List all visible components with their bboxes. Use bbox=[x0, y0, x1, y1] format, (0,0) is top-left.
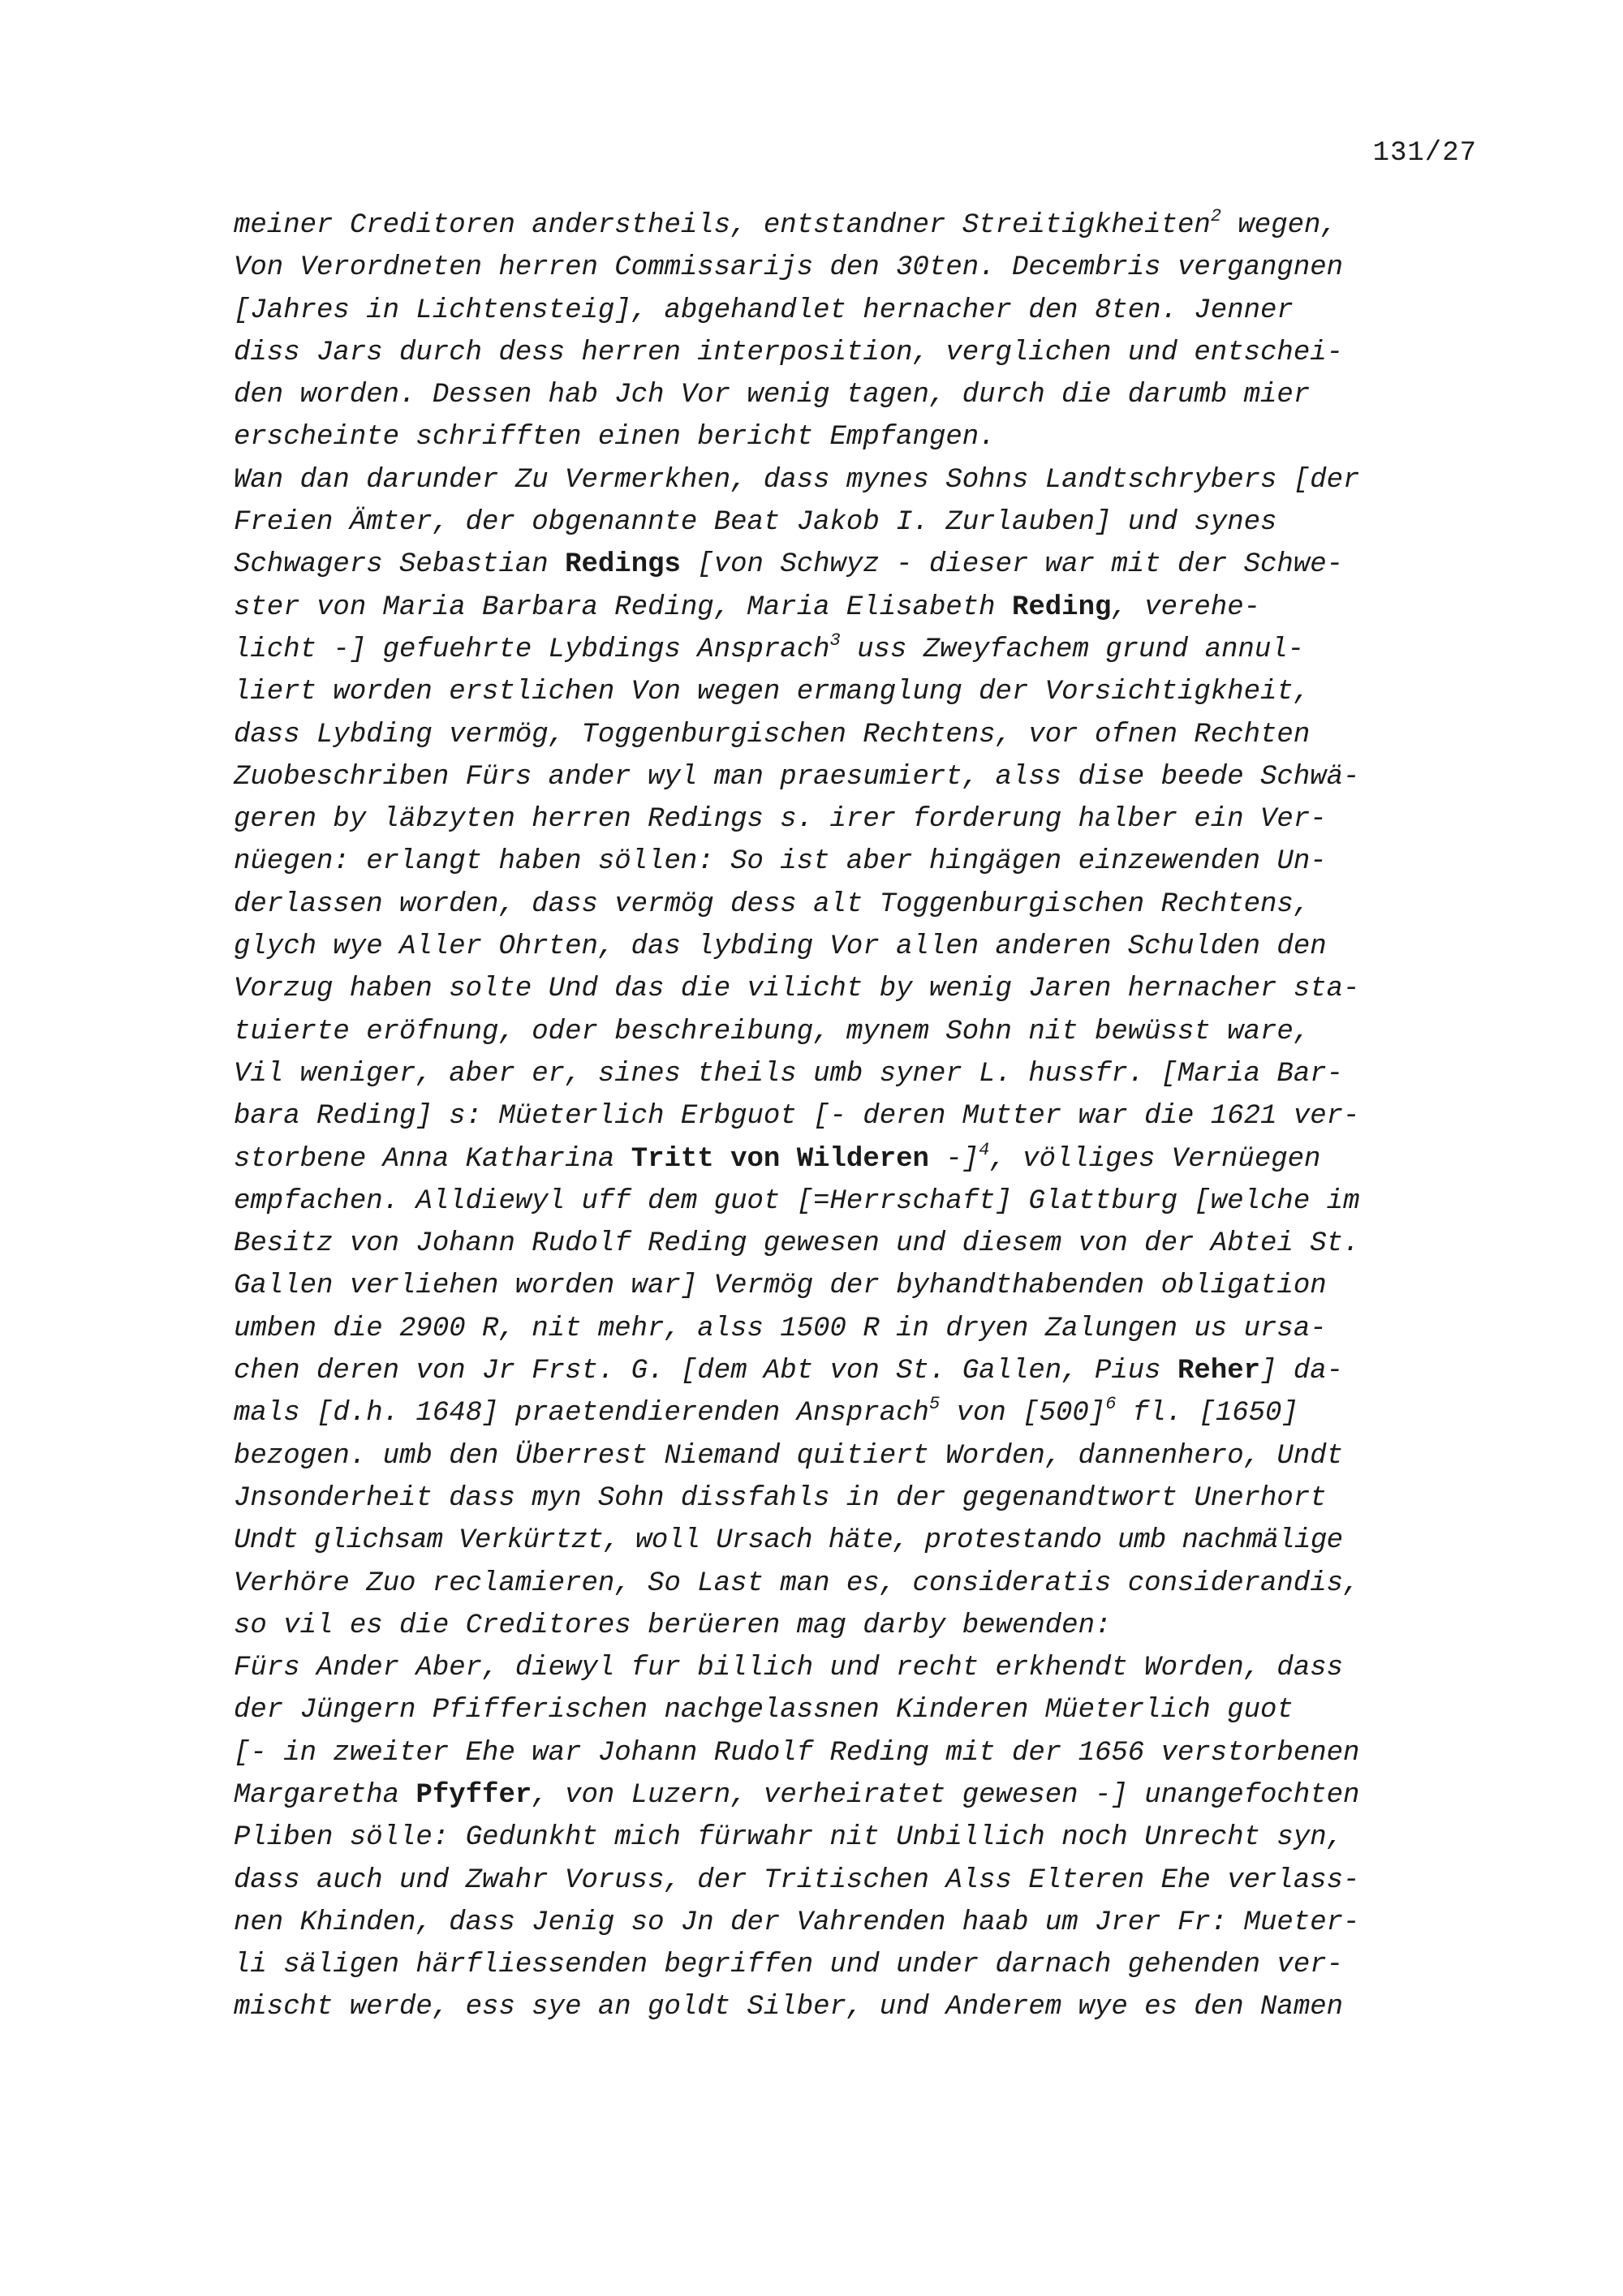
text-line bbox=[234, 501, 1475, 544]
text-segment: Margaretha bbox=[234, 1779, 416, 1811]
text-segment: -] bbox=[928, 1143, 979, 1175]
footnote-marker: 2 bbox=[1210, 206, 1221, 226]
text-line bbox=[234, 204, 1475, 247]
text-segment: so vil es die Creditores berüeren mag darby bewenden: bbox=[234, 1610, 1112, 1641]
text-segment: von [500] bbox=[940, 1398, 1106, 1430]
text-line bbox=[234, 1689, 1475, 1731]
text-line bbox=[234, 1138, 1475, 1180]
text-segment: Zuobeschriben Fürs ander wyl man praesumiert, alss dise beede Schwä- bbox=[234, 761, 1360, 793]
text-line bbox=[234, 459, 1475, 501]
text-line bbox=[234, 1605, 1475, 1647]
text-line bbox=[234, 671, 1475, 713]
text-segment: Freien Ämter, der obgenannte Beat Jakob I. Zurlauben] und synes bbox=[234, 507, 1277, 539]
text-line bbox=[234, 332, 1475, 374]
text-segment: mischt werde, ess sye an goldt Silber, und Anderem wye es den Namen bbox=[234, 1992, 1344, 2023]
text-line bbox=[234, 884, 1475, 926]
text-segment: geren by läbzyten herren Redings s. irer forderung halber ein Ver- bbox=[234, 804, 1327, 836]
text-line bbox=[234, 1944, 1475, 1986]
text-line bbox=[234, 1053, 1475, 1095]
text-segment: erscheinte schrifften einen bericht Empfangen. bbox=[234, 422, 996, 454]
document-body bbox=[234, 204, 1475, 2029]
text-segment: Von Verordneten herren Commissarijs den 30ten. Decembris vergangnen bbox=[234, 252, 1344, 284]
bold-name: Reding bbox=[1011, 591, 1112, 623]
text-line bbox=[234, 1520, 1475, 1562]
text-segment: licht -] gefuehrte Lybdings Ansprach bbox=[234, 634, 830, 665]
text-line bbox=[234, 1647, 1475, 1689]
text-segment: glych wye Aller Ohrten, das lybding Vor allen anderen Schulden den bbox=[234, 931, 1327, 963]
text-segment: [Jahres in Lichtensteig], abgehandlet hernacher den 8ten. Jenner bbox=[234, 295, 1294, 326]
text-segment: Wan dan darunder Zu Vermerkhen, dass mynes Sohns Landtschrybers [der bbox=[234, 464, 1360, 496]
text-segment: umben die 2900 R, nit mehr, alss 1500 R in dryen Zalungen us ursa- bbox=[234, 1313, 1327, 1344]
text-line bbox=[234, 1732, 1475, 1774]
text-segment: Pliben sölle: Gedunkht mich fürwahr nit Unbillich noch Unrecht syn, bbox=[234, 1822, 1344, 1854]
text-segment: chen deren von Jr Frst. G. [dem Abt von St. Gallen, Pius bbox=[234, 1356, 1177, 1387]
text-line bbox=[234, 1774, 1475, 1817]
text-line bbox=[234, 1435, 1475, 1477]
text-segment: uss Zweyfachem grund annul- bbox=[840, 634, 1305, 665]
bold-name: Reher bbox=[1177, 1356, 1261, 1387]
text-segment: nen Khinden, dass Jenig so Jn der Vahrenden haab um Jrer Fr: Mueter- bbox=[234, 1907, 1360, 1938]
text-line bbox=[234, 587, 1475, 629]
text-line bbox=[234, 1180, 1475, 1223]
text-line bbox=[234, 1817, 1475, 1859]
text-line bbox=[234, 374, 1475, 416]
text-line bbox=[234, 1265, 1475, 1307]
text-line bbox=[234, 1011, 1475, 1053]
text-segment: dass auch und Zwahr Voruss, der Tritischen Alss Elteren Ehe verlass- bbox=[234, 1864, 1360, 1896]
text-segment: [von Schwyz - dieser war mit der Schwe- bbox=[680, 549, 1344, 581]
text-segment: dass Lybding vermög, Toggenburgischen Rechtens, vor ofnen Rechten bbox=[234, 719, 1311, 750]
text-line bbox=[234, 1223, 1475, 1265]
text-line bbox=[234, 1902, 1475, 1944]
text-line bbox=[234, 1477, 1475, 1520]
text-segment: empfachen. Alldiewyl uff dem guot [=Herrschaft] Glattburg [welche im bbox=[234, 1185, 1360, 1217]
text-segment: ] da- bbox=[1260, 1356, 1344, 1387]
text-segment: storbene Anna Katharina bbox=[234, 1143, 631, 1175]
text-segment: Vil weniger, aber er, sines theils umb syner L. hussfr. [Maria Bar- bbox=[234, 1058, 1344, 1090]
text-line bbox=[234, 629, 1475, 671]
text-segment: Gallen verliehen worden war] Vermög der byhandthabenden obligation bbox=[234, 1271, 1327, 1302]
text-segment: Schwagers Sebastian bbox=[234, 549, 566, 581]
text-line bbox=[234, 1392, 1475, 1434]
text-segment: [- in zweiter Ehe war Johann Rudolf Reding mit der 1656 verstorbenen bbox=[234, 1737, 1360, 1769]
text-segment: nüegen: erlangt haben söllen: So ist aber hingägen einzewenden Un- bbox=[234, 846, 1327, 878]
text-line bbox=[234, 841, 1475, 883]
text-segment: diss Jars durch dess herren interposition, verglichen und entschei- bbox=[234, 337, 1344, 368]
text-segment: wegen, bbox=[1221, 210, 1337, 241]
text-line bbox=[234, 290, 1475, 332]
text-segment: bezogen. umb den Überrest Niemand quitiert Worden, dannenhero, Undt bbox=[234, 1440, 1344, 1472]
text-line bbox=[234, 926, 1475, 968]
text-line bbox=[234, 756, 1475, 798]
footnote-marker: 5 bbox=[928, 1394, 941, 1415]
text-segment: , von Luzern, verheiratet gewesen -] unangefochten bbox=[532, 1779, 1360, 1811]
text-line bbox=[234, 714, 1475, 756]
text-line bbox=[234, 1350, 1475, 1392]
text-segment: Vorzug haben solte Und das die vilicht by wenig Jaren hernacher sta- bbox=[234, 974, 1360, 1005]
text-segment: tuierte eröfnung, oder beschreibung, mynem Sohn nit bewüsst ware, bbox=[234, 1016, 1311, 1047]
text-segment: meiner Creditoren anderstheils, entstandner Streitigkheiten bbox=[234, 210, 1211, 241]
text-segment: , völliges Vernüegen bbox=[989, 1143, 1321, 1175]
bold-name: Redings bbox=[565, 549, 681, 581]
text-segment: mals [d.h. 1648] praetendierenden Ansprach bbox=[234, 1398, 929, 1430]
text-segment: Jnsonderheit dass myn Sohn dissfahls in der gegenandtwort Unerhort bbox=[234, 1482, 1327, 1514]
text-line bbox=[234, 1308, 1475, 1350]
bold-name: Tritt von Wilderen bbox=[631, 1143, 929, 1175]
text-line bbox=[234, 798, 1475, 841]
text-line bbox=[234, 247, 1475, 289]
text-line bbox=[234, 1986, 1475, 2028]
text-line bbox=[234, 1860, 1475, 1902]
text-line bbox=[234, 416, 1475, 458]
text-line bbox=[234, 1563, 1475, 1605]
text-segment: liert worden erstlichen Von wegen ermanglung der Vorsichtigkheit, bbox=[234, 677, 1311, 708]
page-number: 131/27 bbox=[1372, 138, 1477, 169]
text-segment: li säligen härfliessenden begriffen und under darnach gehenden ver- bbox=[234, 1950, 1344, 1981]
text-segment: , verehe- bbox=[1111, 591, 1261, 623]
text-segment: derlassen worden, dass vermög dess alt Toggenburgischen Rechtens, bbox=[234, 888, 1311, 920]
text-segment: der Jüngern Pfifferischen nachgelassnen Kinderen Müeterlich guot bbox=[234, 1695, 1294, 1726]
text-segment: fl. [1650] bbox=[1116, 1398, 1298, 1430]
text-line bbox=[234, 1095, 1475, 1137]
text-segment: ster von Maria Barbara Reding, Maria Elisabeth bbox=[234, 591, 1012, 623]
footnote-marker: 4 bbox=[979, 1139, 990, 1160]
text-segment: bara Reding] s: Müeterlich Erbguot [- deren Mutter war die 1621 ver- bbox=[234, 1101, 1360, 1133]
footnote-marker: 6 bbox=[1105, 1394, 1117, 1415]
text-segment: Verhöre Zuo reclamieren, So Last man es, consideratis considerandis, bbox=[234, 1567, 1360, 1599]
text-segment: den worden. Dessen hab Jch Vor wenig tagen, durch die darumb mier bbox=[234, 380, 1311, 411]
text-segment: Undt glichsam Verkürtzt, woll Ursach häte, protestando umb nachmälige bbox=[234, 1525, 1343, 1557]
bold-name: Pfyffer bbox=[415, 1779, 532, 1811]
text-line bbox=[234, 968, 1475, 1010]
footnote-marker: 3 bbox=[829, 630, 841, 651]
text-segment: Fürs Ander Aber, diewyl fur billich und recht erkhendt Worden, dass bbox=[234, 1653, 1344, 1684]
text-segment: Besitz von Johann Rudolf Reding gewesen und diesem von der Abtei St. bbox=[234, 1228, 1360, 1260]
text-line bbox=[234, 544, 1475, 586]
